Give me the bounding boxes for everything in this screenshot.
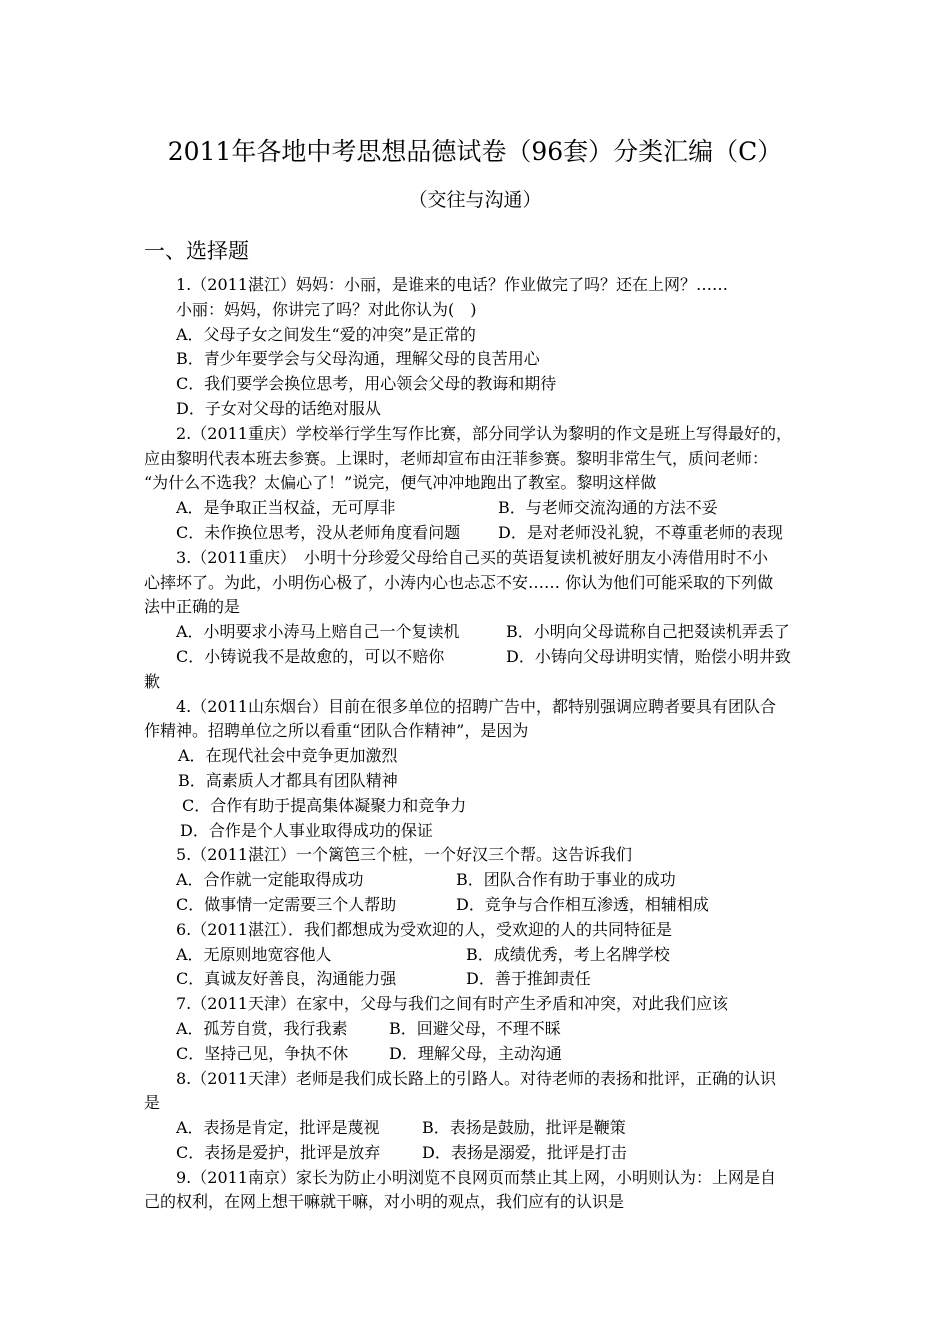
option-c: C．小铸说我不是故愈的，可以不赔你	[176, 646, 445, 666]
option-c: C．合作有助于提高集体凝聚力和竞争力	[182, 795, 467, 815]
question-stem: 1.（2011湛江）妈妈：小丽，是谁来的电话？作业做完了吗？还在上网？……	[176, 275, 728, 294]
option-d: D．合作是个人事业取得成功的保证	[180, 820, 433, 840]
option-row	[144, 943, 816, 968]
option-d: D．理解父母，主动沟通	[389, 1043, 562, 1063]
option-d: D．子女对父母的话绝对服从	[176, 398, 381, 418]
option-a: A．孤芳自赏，我行我素	[176, 1018, 348, 1038]
question-stem: 应由黎明代表本班去参赛。上课时，老师却宣布由汪菲参赛。黎明非常生气，质问老师：	[144, 448, 769, 468]
option-c: C．我们要学会换位思考，用心领会父母的教诲和期待	[176, 374, 557, 394]
question-stem: 6.（2011湛江）．我们都想成为受欢迎的人，受欢迎的人的共同特征是	[176, 919, 672, 939]
option-row	[144, 868, 816, 893]
option-row	[144, 496, 816, 521]
section-heading: 一、选择题	[144, 239, 249, 263]
option-row	[144, 620, 816, 645]
option-a: A．合作就一定能取得成功	[176, 870, 364, 890]
option-row	[144, 1116, 816, 1141]
option-a: A．小明要求小涛马上赔自己一个复读机	[176, 622, 460, 642]
option-c: C．真诚友好善良，沟通能力强	[176, 969, 397, 989]
option-c: C．表扬是爱护，批评是放弃	[176, 1142, 381, 1162]
option-b: B．青少年要学会与父母沟通，理解父母的良苦用心	[176, 349, 540, 369]
question-stem: 法中正确的是	[144, 597, 241, 617]
option-b: B．小明向父母谎称自己把叕读机弄丢了	[506, 622, 790, 642]
option-c: C．坚持己见，争执不休	[176, 1043, 349, 1063]
option-d-continued: 歉	[144, 671, 161, 691]
question-stem: 3.（2011重庆） 小明十分珍爱父母给自己买的英语复读机被好朋友小涛借用时不小	[176, 547, 768, 567]
option-row	[144, 1042, 816, 1067]
option-row	[144, 1141, 816, 1166]
question-stem: 4.（2011山东烟台）目前在很多单位的招聘广告中，都特别强调应聘者要具有团队合	[176, 696, 776, 716]
option-row	[144, 1017, 816, 1042]
question-stem: 5.（2011湛江）一个篱笆三个桩，一个好汉三个帮。这告诉我们	[176, 845, 632, 865]
question-list	[144, 273, 816, 1215]
question-stem: 2.（2011重庆）学校举行学生写作比赛，部分同学认为黎明的作文是班上写得最好的，	[176, 423, 792, 443]
option-row	[144, 521, 816, 546]
question-stem: 7.（2011天津）在家中，父母与我们之间有时产生矛盾和冲突，对此我们应该	[176, 994, 728, 1014]
option-a: A．表扬是肯定，批评是蔑视	[176, 1118, 380, 1138]
question-stem: 是	[144, 1093, 161, 1113]
option-d: D．小铸向父母讲明实情，贻偿小明井致	[506, 646, 791, 666]
question-stem: 小丽：妈妈，你讲完了吗？对此你认为( )	[176, 299, 477, 319]
document-title: 2011年各地中考思想品德试卷（96套）分类汇编（C）	[167, 137, 783, 166]
option-d: D．表扬是溺爱，批评是打击	[422, 1142, 627, 1162]
question-stem: “为什么不选我？太偏心了！”说完，便气冲冲地跑出了教室。黎明这样做	[144, 473, 657, 493]
option-d: D．是对老师没礼貌，不尊重老师的表现	[498, 522, 783, 542]
option-a: A．父母子女之间发生“爱的冲突”是正常的	[176, 324, 476, 344]
option-row	[144, 893, 816, 918]
option-a: A．是争取正当权益，无可厚非	[176, 498, 396, 518]
option-row	[144, 645, 816, 670]
question-stem: 8.（2011天津）老师是我们成长路上的引路人。对待老师的表扬和批评，正确的认识	[176, 1068, 776, 1088]
option-b: B．成绩优秀，考上名牌学校	[466, 944, 670, 964]
document-subtitle: （交往与沟通）	[408, 189, 542, 211]
question-stem: 己的权利，在网上想干嘛就干嘛，对小明的观点，我们应有的认识是	[144, 1192, 625, 1212]
option-a: A．无原则地宽容他人	[176, 944, 332, 964]
option-b: B．与老师交流沟通的方法不妥	[498, 498, 718, 518]
question-stem: 9.（2011南京）家长为防止小明浏览不良网页而禁止其上网，小明则认为：上网是自	[176, 1167, 776, 1187]
option-row	[144, 967, 816, 992]
option-b: B．团队合作有助于事业的成功	[456, 870, 676, 890]
option-c: C．做事情一定需要三个人帮助	[176, 894, 397, 914]
question-stem: 作精神。招聘单位之所以看重“团队合作精神”，是因为	[144, 721, 529, 741]
option-a: A．在现代社会中竞争更加激烈	[178, 746, 398, 766]
option-d: D．善于推卸责任	[466, 969, 591, 989]
option-b: B．高素质人才都具有团队精神	[178, 770, 398, 790]
option-d: D．竞争与合作相互渗透，相辅相成	[456, 894, 709, 914]
question-stem: 心摔坏了。为此，小明伤心极了，小涛内心也忐忑不安…… 你认为他们可能采取的下列做	[144, 572, 774, 592]
option-b: B．表扬是鼓励，批评是鞭策	[422, 1118, 626, 1138]
option-c: C．未作换位思考，没从老师角度看问题	[176, 522, 461, 542]
option-b: B．回避父母，不理不睬	[389, 1018, 561, 1038]
